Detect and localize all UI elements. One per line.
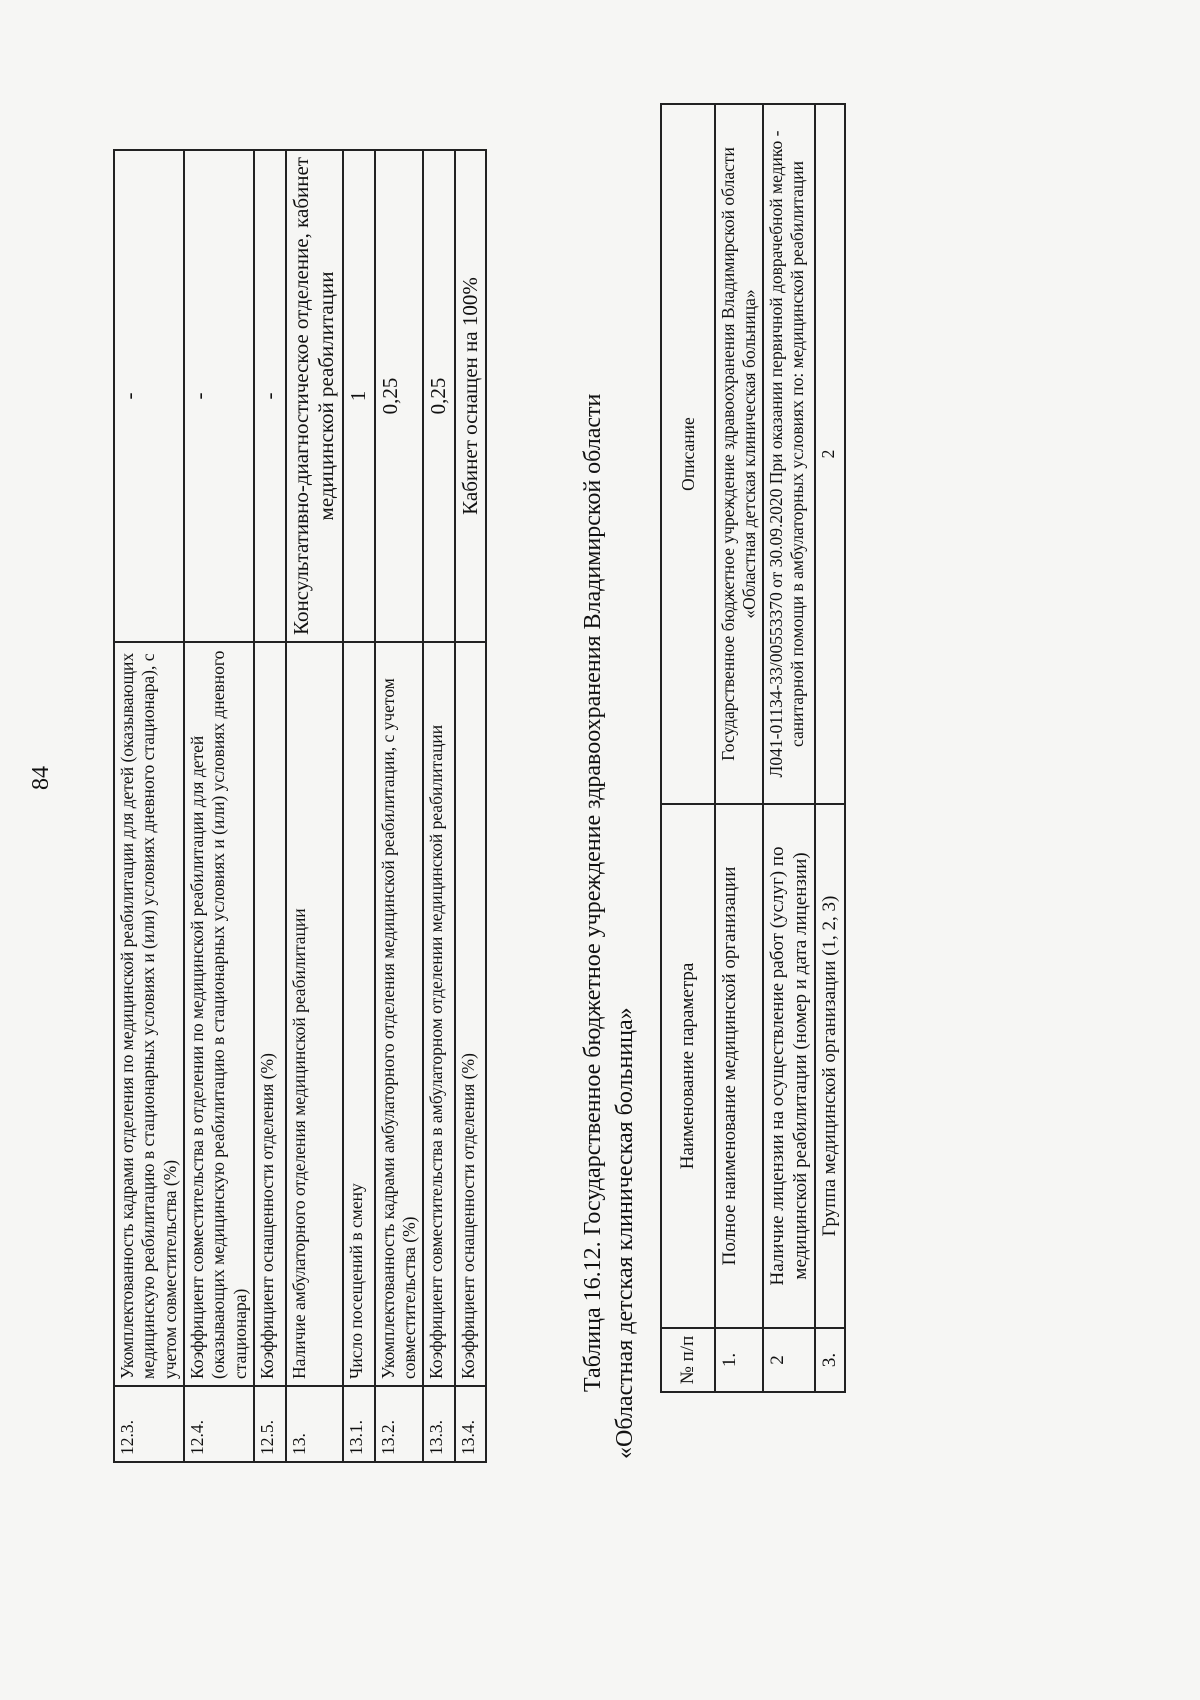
caption-line-1: Таблица 16.12. Государственное бюджетное учреждение здравоохранения Владимирской области xyxy=(580,393,606,1392)
table-row xyxy=(114,150,184,1462)
row-parameter: Коэффициент оснащенности отделения (%) xyxy=(455,642,487,1386)
row-number: 13. xyxy=(286,1386,343,1462)
table-row xyxy=(184,150,254,1462)
organization-table xyxy=(660,103,846,1393)
table-row xyxy=(423,150,455,1462)
caption-line-2: «Областная детская клиническая больница» xyxy=(612,1007,639,1459)
row-parameter: Наличие амбулаторного отделения медицинской реабилитации xyxy=(286,642,343,1386)
table-row xyxy=(254,150,286,1462)
row-number: 13.4. xyxy=(455,1386,487,1462)
row-value: 1 xyxy=(343,150,375,642)
row-description: 2 xyxy=(815,104,844,804)
table-row xyxy=(286,150,343,1462)
row-number: 13.3. xyxy=(423,1386,455,1462)
row-parameter: Коэффициент совместительства в отделении по медицинской реабилитации для детей (оказывающих медицинскую реабилитацию в стационарных условиях и (или) условиях дневного стационара) xyxy=(184,642,254,1386)
row-number: 2 xyxy=(763,1328,815,1392)
table-row xyxy=(815,104,844,1392)
row-number: 12.5. xyxy=(254,1386,286,1462)
row-number: 12.4. xyxy=(184,1386,254,1462)
table-row xyxy=(715,104,763,1392)
row-parameter: Наличие лицензии на осуществление работ (услуг) по медицинской реабилитации (номер и дата лицензии) xyxy=(763,804,815,1328)
row-description: Л041-01134-33/00553370 от 30.09.2020 При оказании первичной доврачебной медико - санитарной помощи в амбулаторных условиях по: медицинской реабилитации xyxy=(763,104,815,804)
table-row xyxy=(343,150,375,1462)
row-value: Консультативно-диагностическое отделение, кабинет медицинской реабилитации xyxy=(286,150,343,642)
table-row xyxy=(375,150,424,1462)
row-number: 1. xyxy=(715,1328,763,1392)
row-number: 13.1. xyxy=(343,1386,375,1462)
row-parameter: Коэффициент оснащенности отделения (%) xyxy=(254,642,286,1386)
row-parameter: Полное наименование медицинской организации xyxy=(715,804,763,1328)
table-row xyxy=(455,150,487,1462)
row-parameter: Укомплектованность кадрами отделения по медицинской реабилитации для детей (оказывающих медицинскую реабилитацию в стационарных условиях и (или) условиях дневного стационара), с учетом совместительства (%) xyxy=(114,642,184,1386)
row-value: - xyxy=(114,150,184,642)
row-number: 3. xyxy=(815,1328,844,1392)
table-caption xyxy=(577,192,642,1459)
row-parameter: Укомплектованность кадрами амбулаторного отделения медицинской реабилитации, с учетом совместительства (%) xyxy=(375,642,424,1386)
parameters-table-continued xyxy=(113,149,487,1463)
row-number: 12.3. xyxy=(114,1386,184,1462)
table-row xyxy=(763,104,815,1392)
row-parameter: Число посещений в смену xyxy=(343,642,375,1386)
row-parameter: Коэффициент совместительства в амбулаторном отделении медицинской реабилитации xyxy=(423,642,455,1386)
page-number: 84 xyxy=(28,766,54,790)
row-value: Кабинет оснащен на 100% xyxy=(455,150,487,642)
row-value: - xyxy=(254,150,286,642)
row-value: 0,25 xyxy=(423,150,455,642)
row-parameter: Группа медицинской организации (1, 2, 3) xyxy=(815,804,844,1328)
row-description: Государственное бюджетное учреждение здравоохранения Владимирской области «Областная детская клиническая больница» xyxy=(715,104,763,804)
header-num: № п/п xyxy=(661,1328,715,1392)
header-desc: Описание xyxy=(661,104,715,804)
header-param: Наименование параметра xyxy=(661,804,715,1328)
row-number: 13.2. xyxy=(375,1386,424,1462)
table-header-row xyxy=(661,104,715,1392)
row-value: - xyxy=(184,150,254,642)
row-value: 0,25 xyxy=(375,150,424,642)
